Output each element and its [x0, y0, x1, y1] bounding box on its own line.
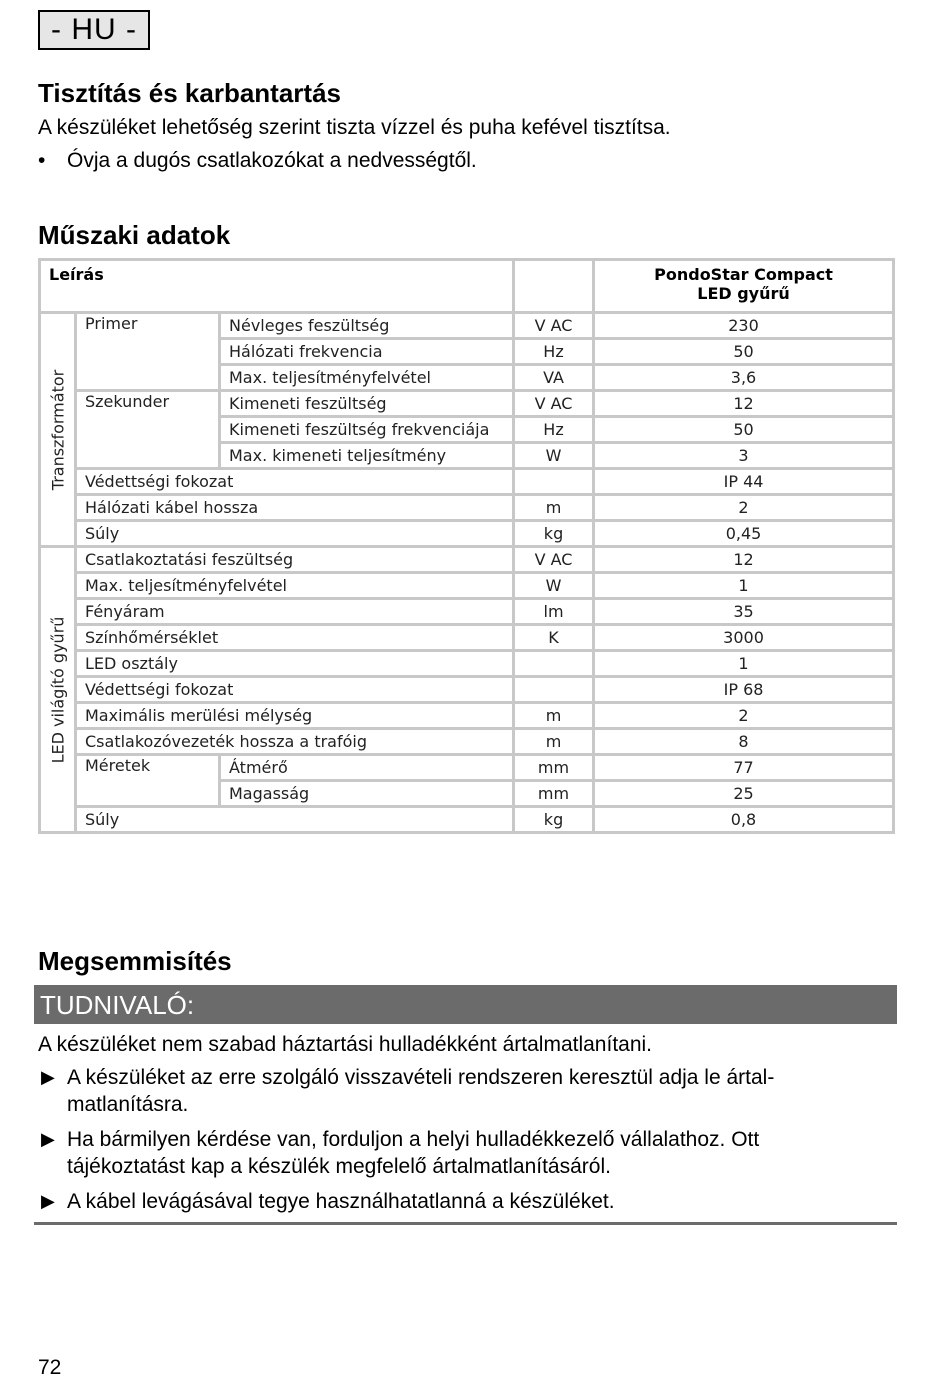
row-unit: W: [514, 573, 594, 599]
row-value: 25: [594, 781, 894, 807]
row-name: Maximális merülési mélység: [76, 703, 514, 729]
row-value: 8: [594, 729, 894, 755]
header-description: Leírás: [40, 260, 514, 313]
row-name: Max. kimeneti teljesítmény: [220, 443, 514, 469]
table-row: [40, 651, 894, 677]
row-unit: mm: [514, 755, 594, 781]
row-name: Hálózati frekvencia: [220, 339, 514, 365]
bullet-icon: •: [38, 149, 46, 172]
row-unit: [514, 469, 594, 495]
row-value: 1: [594, 651, 894, 677]
row-name: Színhőmérséklet: [76, 625, 514, 651]
row-value: 12: [594, 547, 894, 573]
note-banner: TUDNIVALÓ:: [34, 985, 897, 1024]
row-value: 1: [594, 573, 894, 599]
disposal-item-line: matlanításra.: [67, 1093, 189, 1116]
disposal-item-line: Ha bármilyen kérdése van, forduljon a helyi hulladékkezelő vállalathoz. Ott: [67, 1128, 760, 1151]
row-name: Fényáram: [76, 599, 514, 625]
row-value: IP 44: [594, 469, 894, 495]
row-unit: [514, 651, 594, 677]
row-name: Max. teljesítményfelvétel: [220, 365, 514, 391]
row-name: Csatlakoztatási feszültség: [76, 547, 514, 573]
table-row: [40, 703, 894, 729]
table-row: [40, 807, 894, 833]
table-row: [40, 547, 894, 573]
disposal-heading: Megsemmisítés: [38, 946, 232, 976]
disposal-item: [67, 1188, 615, 1215]
primary-label: Primer: [76, 313, 220, 391]
page-number: 72: [38, 1356, 62, 1379]
table-row: [40, 573, 894, 599]
disposal-text: A készüléket nem szabad háztartási hulladékként ártalmatlanítani.: [38, 1033, 653, 1056]
row-value: IP 68: [594, 677, 894, 703]
row-name: Csatlakozóvezeték hossza a trafóig: [76, 729, 514, 755]
row-value: 3,6: [594, 365, 894, 391]
cleaning-heading: Tisztítás és karbantartás: [38, 78, 341, 108]
row-name: Kimeneti feszültség: [220, 391, 514, 417]
disposal-item-line: A kábel levágásával tegye használhatatlanná a készüléket.: [67, 1190, 615, 1213]
row-value: 35: [594, 599, 894, 625]
arrow-right-icon: ▶: [41, 1067, 55, 1087]
row-unit: kg: [514, 807, 594, 833]
row-name: Súly: [76, 521, 514, 547]
table-header-row: [40, 260, 894, 313]
row-name: Kimeneti feszültség frekvenciája: [220, 417, 514, 443]
dimensions-label: Méretek: [76, 755, 220, 807]
language-badge: - HU -: [38, 10, 150, 50]
row-value: 50: [594, 417, 894, 443]
row-value: 3: [594, 443, 894, 469]
row-name: Védettségi fokozat: [76, 677, 514, 703]
header-product-line2: LED gyűrű: [697, 284, 790, 303]
row-unit: VA: [514, 365, 594, 391]
specs-heading: Műszaki adatok: [38, 220, 231, 250]
row-value: 0,45: [594, 521, 894, 547]
row-name: LED osztály: [76, 651, 514, 677]
row-value: 0,8: [594, 807, 894, 833]
spec-table: [38, 258, 895, 834]
header-unit: [514, 260, 594, 313]
arrow-right-icon: ▶: [41, 1129, 55, 1149]
cleaning-bullet: Óvja a dugós csatlakozókat a nedvességtől.: [67, 149, 477, 172]
table-row: [40, 755, 894, 781]
row-name: Védettségi fokozat: [76, 469, 514, 495]
table-row: [40, 495, 894, 521]
header-product-line1: PondoStar Compact: [654, 265, 833, 284]
table-row: [40, 625, 894, 651]
row-unit: V AC: [514, 391, 594, 417]
row-value: 230: [594, 313, 894, 339]
arrow-right-icon: ▶: [41, 1191, 55, 1211]
row-unit: Hz: [514, 339, 594, 365]
row-name: Átmérő: [220, 755, 514, 781]
row-value: 3000: [594, 625, 894, 651]
table-row: [40, 599, 894, 625]
row-unit: [514, 677, 594, 703]
row-unit: V AC: [514, 547, 594, 573]
disposal-item-line: A készüléket az erre szolgáló visszavételi rendszeren keresztül adja le ártal-: [67, 1066, 775, 1089]
table-row: [40, 391, 894, 417]
row-name: Magasság: [220, 781, 514, 807]
table-row: [40, 521, 894, 547]
row-name: Súly: [76, 807, 514, 833]
row-unit: K: [514, 625, 594, 651]
row-unit: lm: [514, 599, 594, 625]
row-unit: kg: [514, 521, 594, 547]
row-value: 12: [594, 391, 894, 417]
row-unit: V AC: [514, 313, 594, 339]
row-unit: W: [514, 443, 594, 469]
row-unit: Hz: [514, 417, 594, 443]
disposal-item-line: tájékoztatást kap a készülék megfelelő ártalmatlanításáról.: [67, 1155, 611, 1178]
divider: [34, 1222, 897, 1225]
row-value: 2: [594, 703, 894, 729]
row-name: Hálózati kábel hossza: [76, 495, 514, 521]
disposal-item: [67, 1126, 759, 1180]
table-row: [40, 677, 894, 703]
row-unit: m: [514, 729, 594, 755]
row-name: Névleges feszültség: [220, 313, 514, 339]
header-product: [594, 260, 894, 313]
secondary-label: Szekunder: [76, 391, 220, 469]
row-unit: m: [514, 495, 594, 521]
row-value: 77: [594, 755, 894, 781]
row-unit: m: [514, 703, 594, 729]
led-group-label: [40, 547, 76, 833]
table-row: [40, 469, 894, 495]
row-value: 2: [594, 495, 894, 521]
transformer-group-label: [40, 313, 76, 547]
cleaning-text: A készüléket lehetőség szerint tiszta vízzel és puha kefével tisztítsa.: [38, 116, 671, 139]
disposal-item: [67, 1064, 774, 1118]
row-name: Max. teljesítményfelvétel: [76, 573, 514, 599]
transformer-label: Transzformátor: [48, 369, 67, 490]
row-value: 50: [594, 339, 894, 365]
row-unit: mm: [514, 781, 594, 807]
led-label: LED világító gyűrű: [48, 616, 67, 763]
table-row: [40, 729, 894, 755]
table-row: [40, 313, 894, 339]
